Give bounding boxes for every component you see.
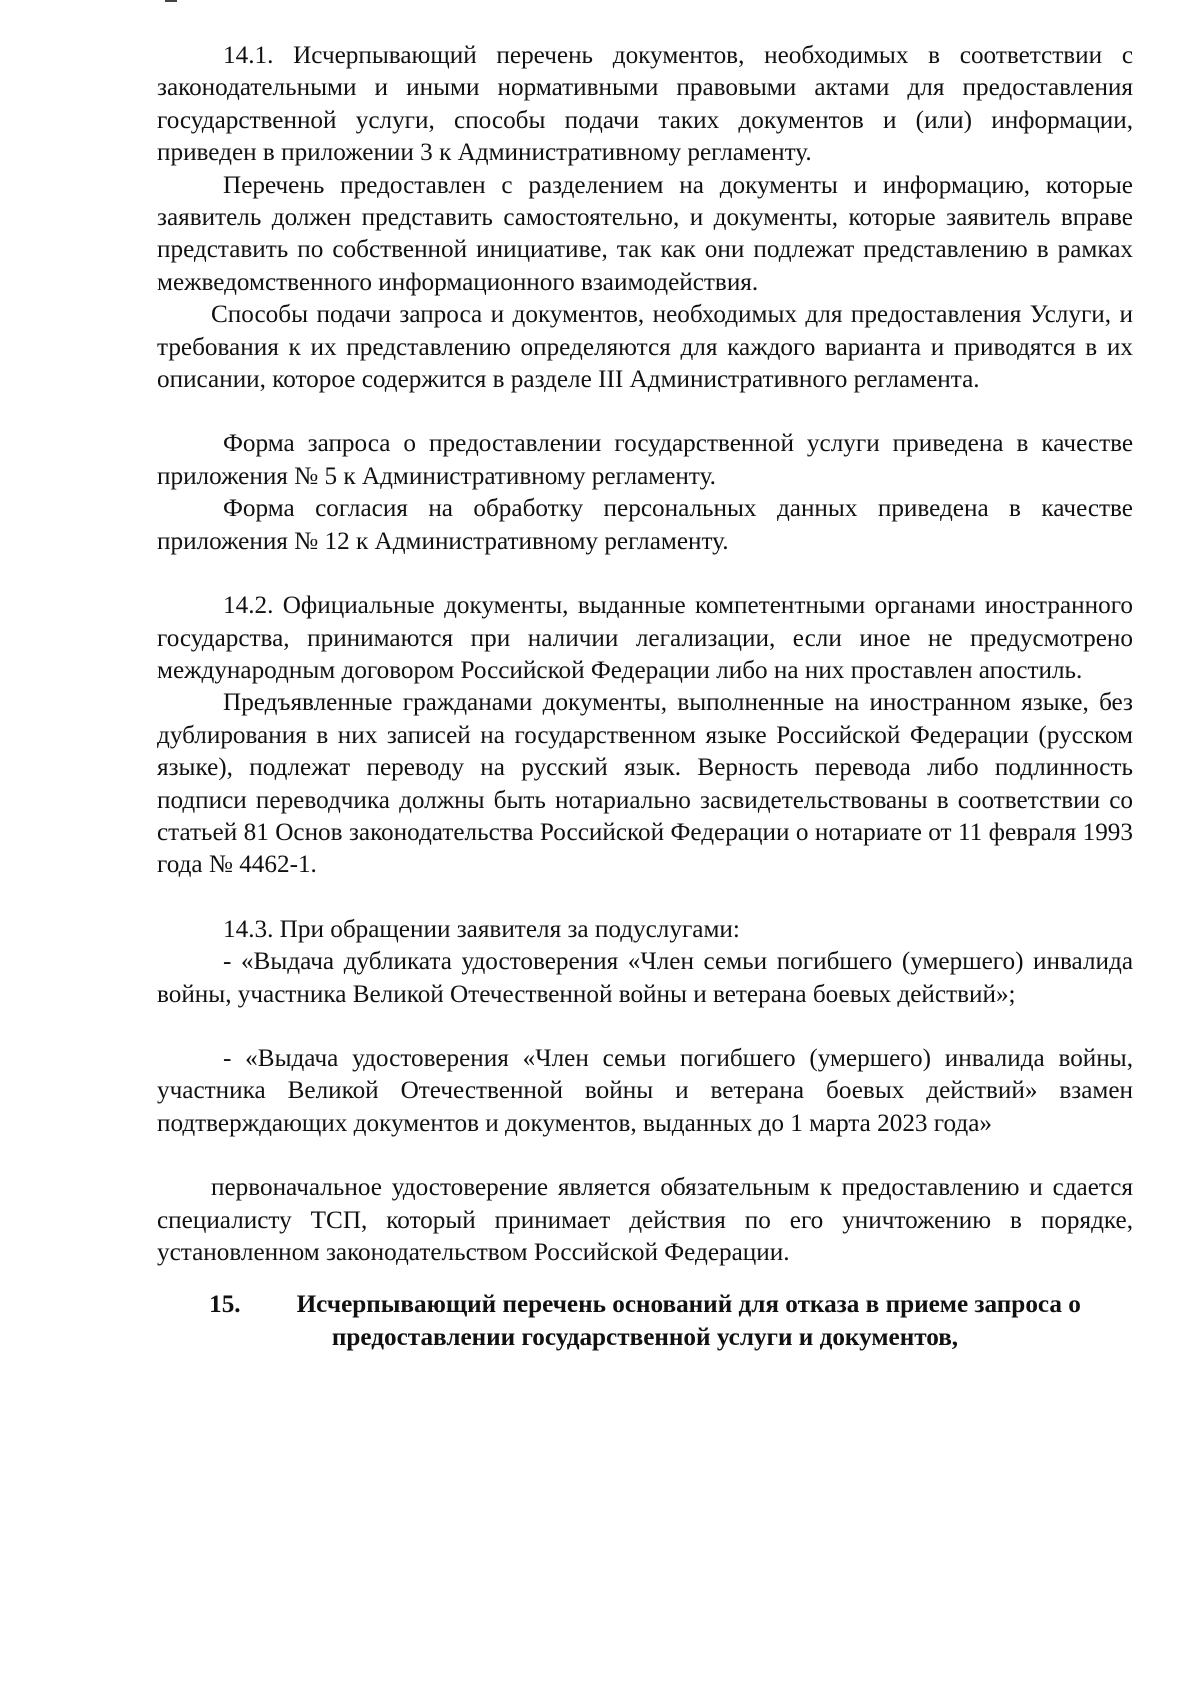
paragraph-14-2: 14.2. Официальные документы, выданные компетентными органами иностранного государства, принимаются при наличии легализации, если иное не предусмотрено международным договором Российской Федерации либо на них проставлен апостиль.: [157, 592, 1133, 684]
section-15-number: 15.: [209, 1291, 241, 1319]
scan-artifact: [165, 0, 177, 2]
spacer: [157, 882, 1133, 914]
spacer: [157, 558, 1133, 590]
paragraph-subservice-replacement: - «Выдача удостоверения «Член семьи погибшего (умершего) инвалида войны, участника Великой Отечественной войны и ветерана боевых действий» взамен подтверждающих документов и документов, выданных до 1 марта 2023 года»: [157, 1044, 1133, 1137]
spacer: [157, 1011, 1133, 1043]
paragraph-submission-methods: Способы подачи запроса и документов, необходимых для предоставления Услуги, и требования к их представлению определяются для каждого варианта и приводятся в их описании, которое содержится в разделе III Административного регламента.: [157, 301, 1133, 394]
section-15-title: Исчерпывающий перечень оснований для отказа в приеме запроса о предоставлении государственной услуги и документов,: [296, 1291, 1081, 1351]
paragraph-list-divided: Перечень предоставлен с разделением на документы и информацию, которые заявитель должен представить самостоятельно, и документы, которые заявитель вправе представить по собственной инициативе, так как они подлежат представлению в рамках межведомственного информационного взаимодействия.: [157, 171, 1133, 296]
spacer: [157, 1269, 1133, 1289]
spacer: [157, 1140, 1133, 1172]
paragraph-request-form: Форма запроса о предоставлении государственной услуги приведена в качестве приложения № 5 к Административному регламенту.: [157, 430, 1133, 490]
spacer: [157, 396, 1133, 428]
paragraph-consent-form: Форма согласия на обработку персональных данных приведена в качестве приложения № 12 к Административному регламенту.: [157, 495, 1133, 555]
document-page: [157, 40, 1133, 1354]
paragraph-foreign-language: Предъявленные гражданами документы, выполненные на иностранном языке, без дублирования в них записей на государственном языке Российской Федерации (русском языке), подлежат переводу на русский язык. Верность перевода либо подлинность подписи переводчика должны быть нотариально засвидетельствованы в соответствии со статьей 81 Основ законодательства Российской Федерации о нотариате от 11 февраля 1993 года № 4462-1.: [157, 689, 1133, 879]
paragraph-original-certificate: первоначальное удостоверение является обязательным к предоставлению и сдается специалисту ТСП, который принимает действия по его уничтожению в порядке, установленном законодательством Российской Федерации.: [157, 1174, 1133, 1266]
paragraph-14-1: 14.1. Исчерпывающий перечень документов, необходимых в соответствии с законодательными и иными нормативными правовыми актами для предоставления государственной услуги, способы подачи таких документов и (или) информации, приведен в приложении 3 к Административному регламенту.: [157, 42, 1133, 167]
paragraph-subservice-duplicate: - «Выдача дубликата удостоверения «Член семьи погибшего (умершего) инвалида войны, участника Великой Отечественной войны и ветерана боевых действий»;: [157, 948, 1133, 1008]
paragraph-14-3: 14.3. При обращении заявителя за подуслугами:: [223, 915, 740, 943]
section-15-heading: [157, 1289, 1133, 1354]
